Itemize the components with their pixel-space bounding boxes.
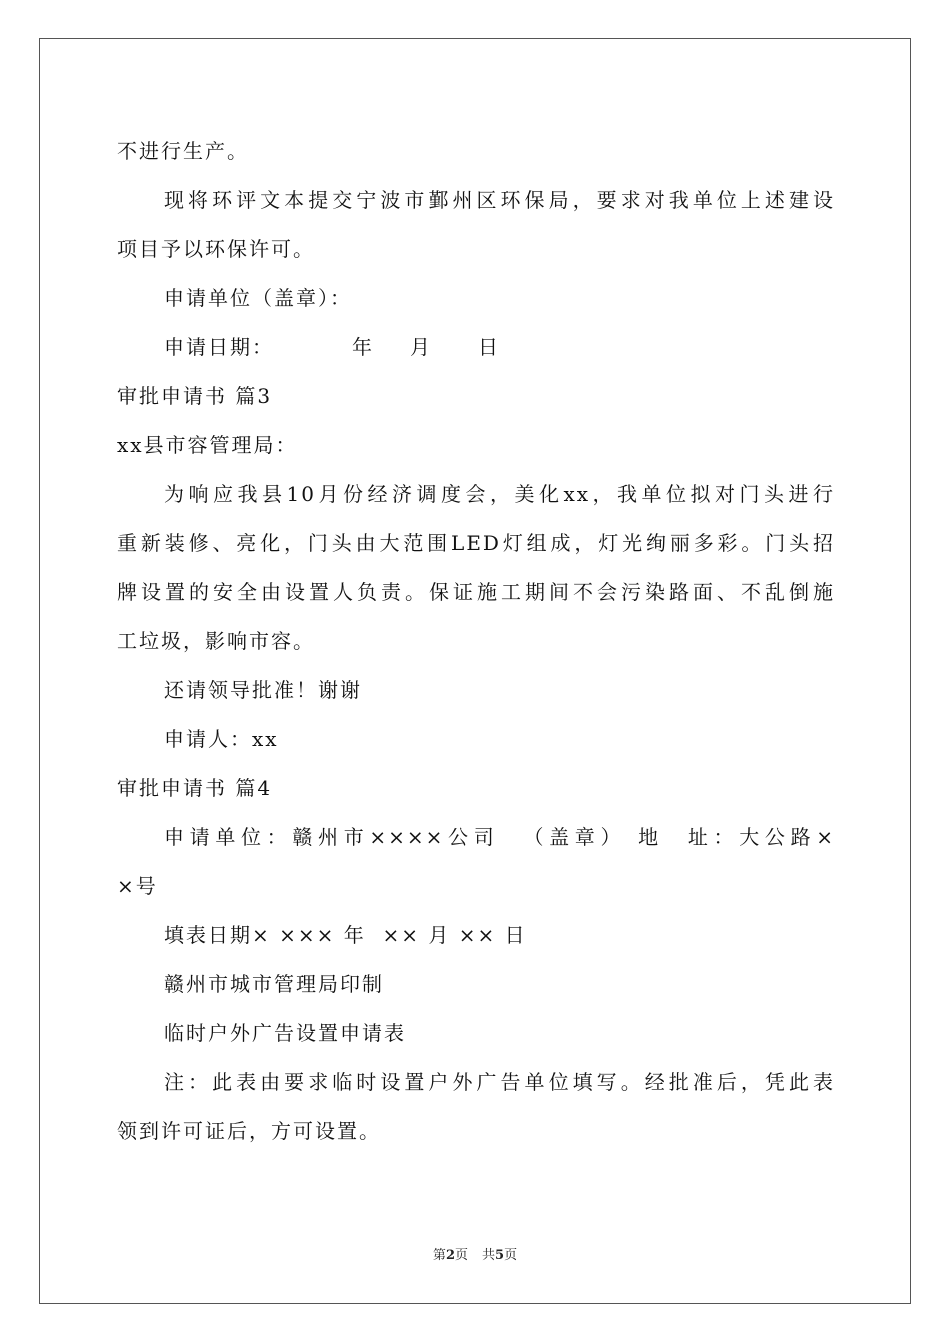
page-footer <box>0 1246 950 1266</box>
paragraph-line: 还请领导批准！谢谢 <box>164 678 362 702</box>
section-heading: 审批申请书 篇4 <box>117 776 273 800</box>
paragraph-line: 牌设置的安全由设置人负责。保证施工期间不会污染路面、不乱倒施 <box>117 580 835 604</box>
form-date-line: 填表日期× ××× 年 ×× 月 ×× 日 <box>164 923 527 947</box>
footer-page-total: 5 <box>495 1248 505 1263</box>
footer-page-prefix: 第 <box>432 1248 446 1263</box>
date-day: 日 <box>478 335 500 359</box>
footer-total-suffix: 页 <box>504 1248 518 1263</box>
document-body <box>117 127 835 1156</box>
paragraph-line: 赣州市城市管理局印制 <box>164 972 384 996</box>
paragraph-line: 工垃圾，影响市容。 <box>117 629 315 653</box>
paragraph-line: 项目予以环保许可。 <box>117 237 315 261</box>
addressee-line: xx县市容管理局： <box>117 433 298 457</box>
paragraph-line: 不进行生产。 <box>117 139 249 163</box>
section-heading: 审批申请书 篇3 <box>117 384 273 408</box>
applicant-seal-line: 申请单位（盖章）： <box>164 286 352 310</box>
footer-page-suffix: 页 <box>454 1248 468 1263</box>
footer-total-prefix: 共 <box>482 1248 496 1263</box>
note-line: 领到许可证后，方可设置。 <box>117 1119 381 1143</box>
applicant-line: 申请人：xx <box>164 727 279 751</box>
footer-page-current: 2 <box>445 1248 455 1263</box>
form-title-line: 临时户外广告设置申请表 <box>164 1021 406 1045</box>
paragraph-line: 现将环评文本提交宁波市鄞州区环保局，要求对我单位上述建设 <box>164 188 835 212</box>
application-date-line <box>117 323 835 372</box>
paragraph-line: ×号 <box>117 874 158 898</box>
note-line: 注：此表由要求临时设置户外广告单位填写。经批准后，凭此表 <box>164 1070 835 1094</box>
date-label: 申请日期： <box>164 335 274 359</box>
date-month: 月 <box>410 335 432 359</box>
paragraph-line: 申请单位：赣州市××××公司 （盖章） 地 址：大公路× <box>164 825 835 849</box>
date-year: 年 <box>352 335 374 359</box>
paragraph-line: 为响应我县10月份经济调度会，美化xx，我单位拟对门头进行 <box>164 482 835 506</box>
paragraph-line: 重新装修、亮化，门头由大范围LED灯组成，灯光绚丽多彩。门头招 <box>117 531 835 555</box>
